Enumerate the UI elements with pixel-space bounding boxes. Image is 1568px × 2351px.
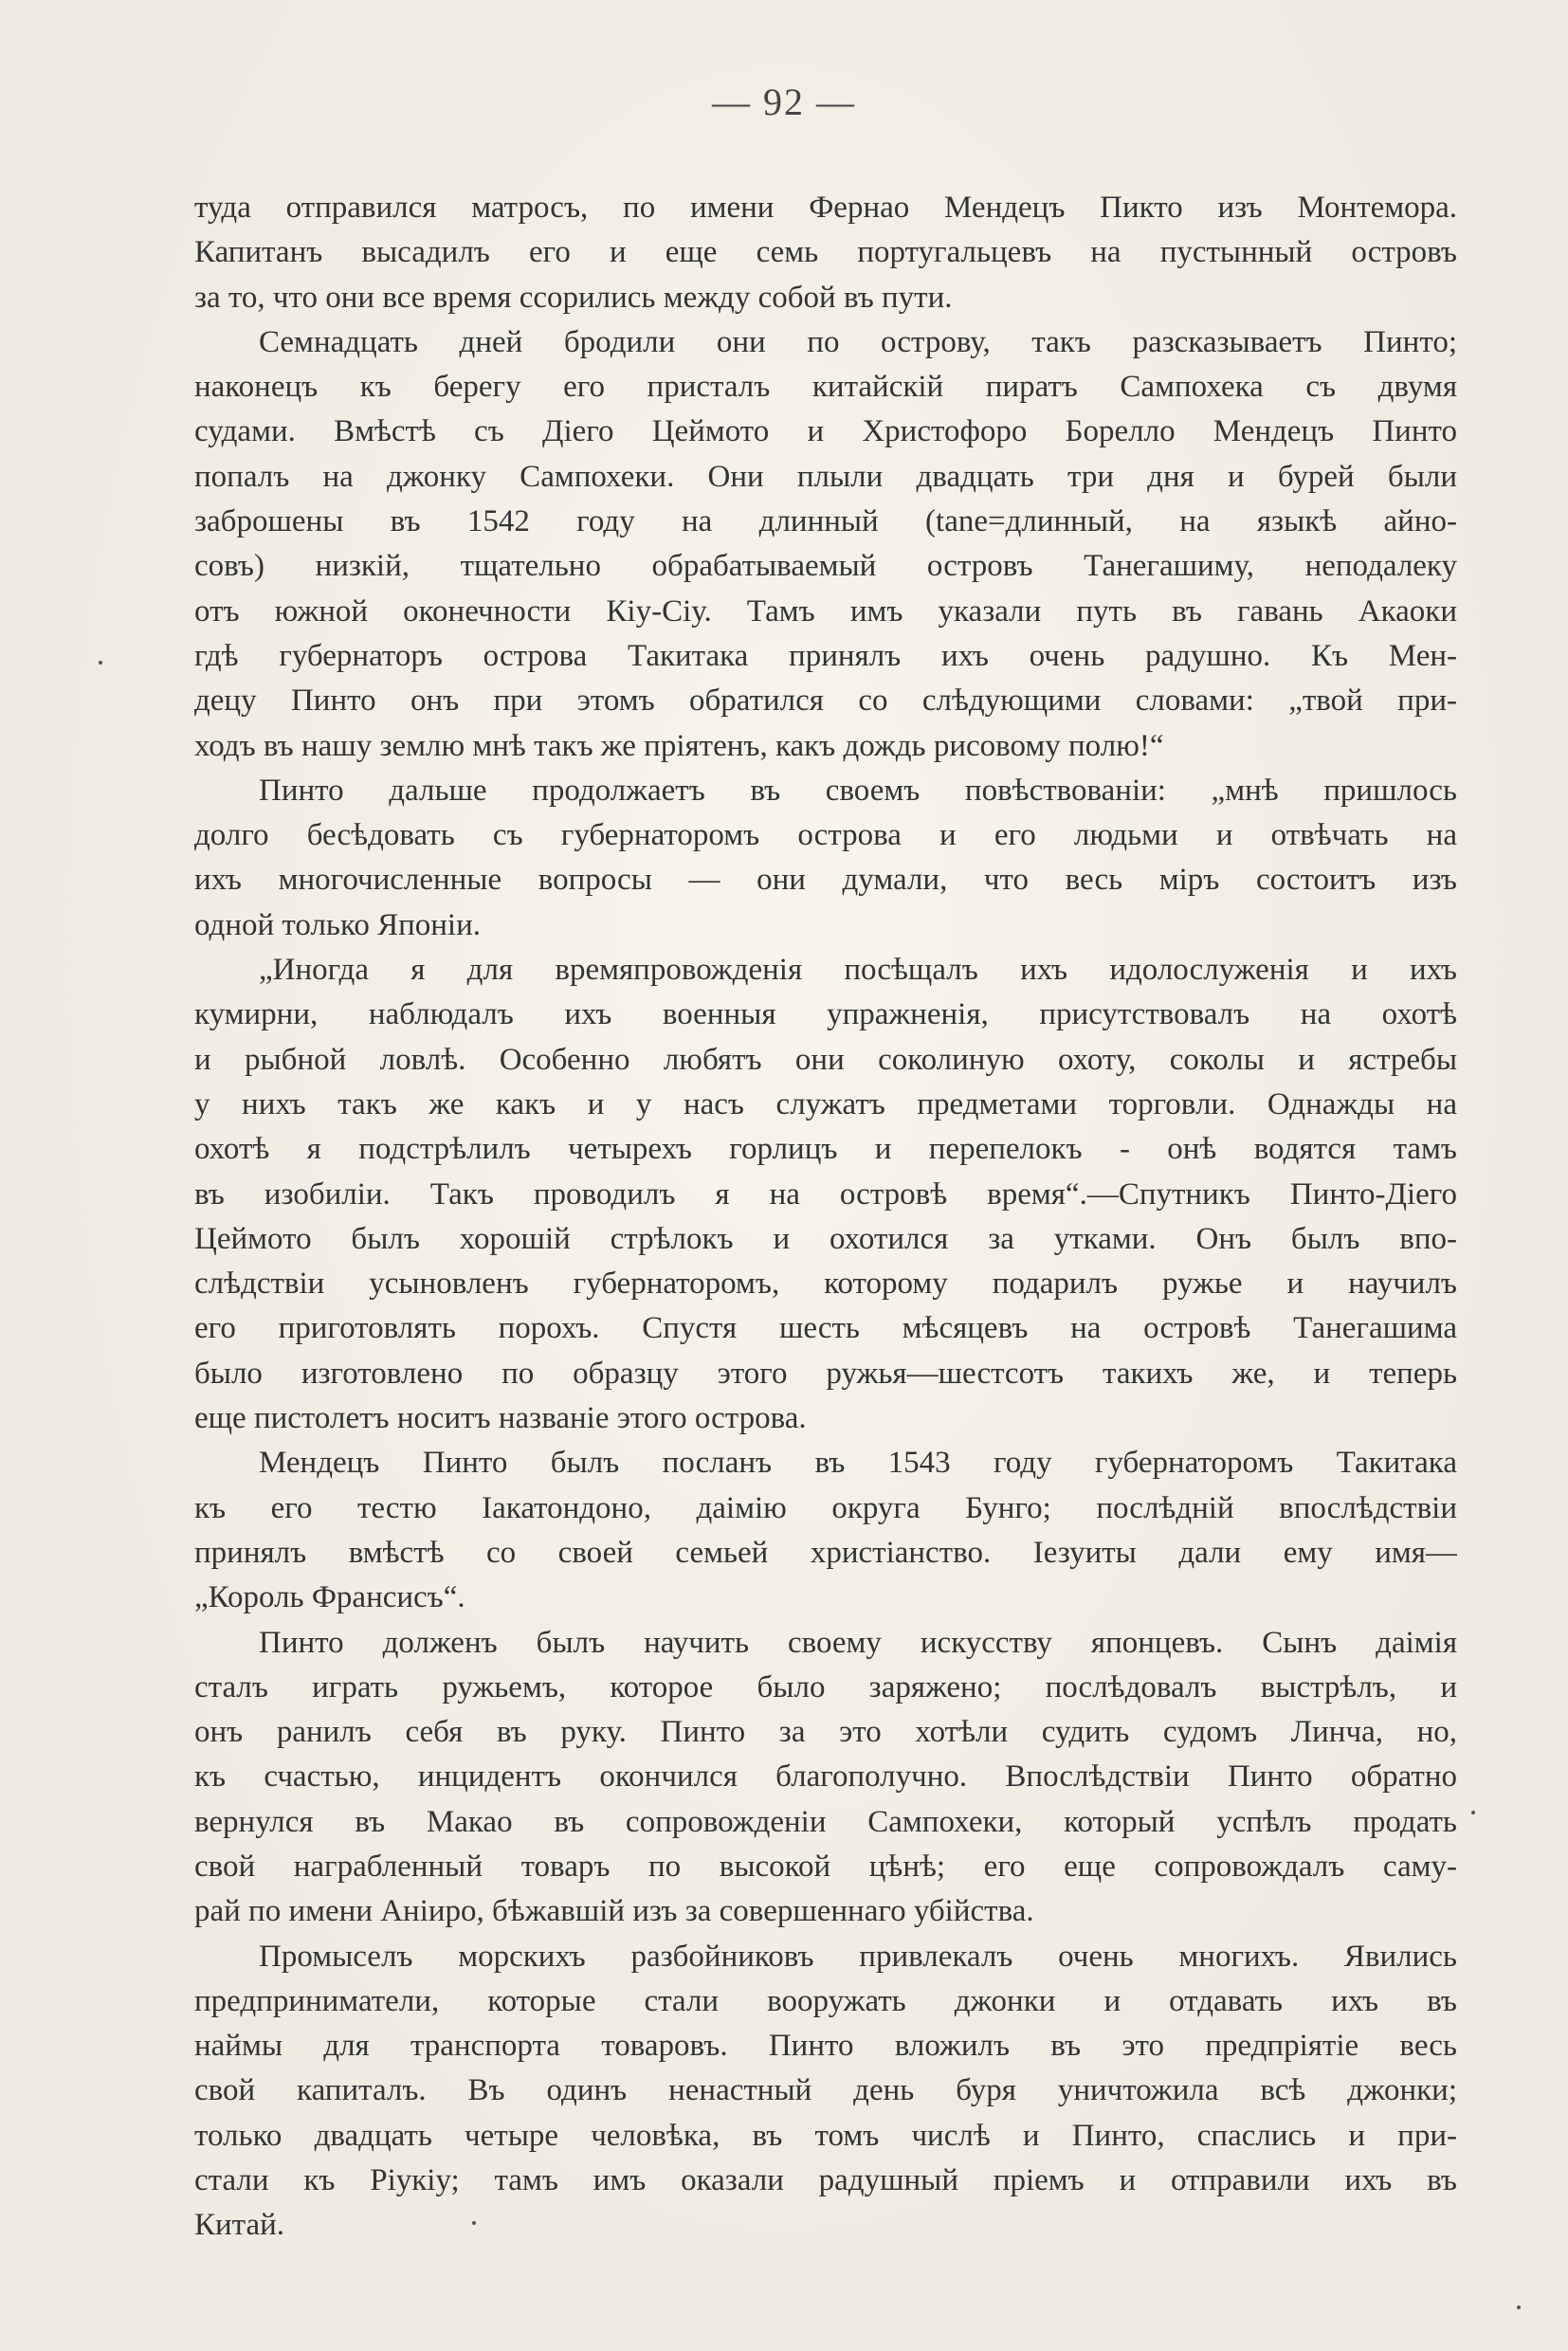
text-line: долго бесѣдовать съ губернаторомъ острова и его людьми и отвѣчать на	[194, 818, 1457, 853]
paragraph-start-line: „Иногда я для времяпровожденія посѣщалъ ихъ идолослуженія и ихъ	[259, 953, 1457, 988]
paragraph-start-line: Пинто дальше продолжаетъ въ своемъ повѣствованіи: „мнѣ пришлось	[259, 773, 1457, 808]
text-line: попалъ на джонку Сампохеки. Они плыли двадцать три дня и бурей были	[194, 459, 1457, 494]
text-line: свой капиталъ. Въ одинъ ненастный день буря уничтожила всѣ джонки;	[194, 2073, 1457, 2108]
text-line: предприниматели, которые стали вооружать джонки и отдавать ихъ въ	[194, 1983, 1457, 2018]
text-line: еще пистолетъ носитъ названіе этого острова.	[194, 1401, 807, 1436]
text-line: свой награбленный товаръ по высокой цѣнѣ; его еще сопровождалъ саму-	[194, 1849, 1457, 1884]
text-line: было изготовлено по образцу этого ружья—шестсотъ такихъ же, и теперь	[194, 1356, 1457, 1391]
text-line: децу Пинто онъ при этомъ обратился со слѣдующими словами: „твой при-	[194, 683, 1457, 719]
text-line: его приготовлять порохъ. Спустя шесть мѣсяцевъ на островѣ Танегашима	[194, 1311, 1457, 1346]
text-line: только двадцать четыре человѣка, въ томъ числѣ и Пинто, спаслись и при-	[194, 2118, 1457, 2153]
page-number: — 92 —	[712, 81, 856, 123]
paper-speck	[99, 661, 102, 665]
text-line: въ изобиліи. Такъ проводилъ я на островѣ время“.—Спутникъ Пинто-Діего	[194, 1176, 1457, 1212]
text-line: онъ ранилъ себя въ руку. Пинто за это хотѣли судить судомъ Линча, но,	[194, 1715, 1457, 1750]
text-line: наконецъ къ берегу его присталъ китайскій пиратъ Сампохека съ двумя	[194, 370, 1457, 405]
text-line: заброшены въ 1542 году на длинный (tane=длинный, на языкѣ айно-	[194, 504, 1457, 539]
text-line: Китай.	[194, 2208, 285, 2243]
text-line: и рыбной ловлѣ. Особенно любятъ они соколиную охоту, соколы и ястребы	[194, 1042, 1457, 1077]
text-line: у нихъ такъ же какъ и у насъ служатъ предметами торговли. Однажды на	[194, 1086, 1457, 1121]
body-text	[194, 186, 1457, 2249]
paragraph-start-line: Семнадцать дней бродили они по острову, такъ разсказываетъ Пинто;	[259, 324, 1457, 359]
text-line: слѣдствіи усыновленъ губернаторомъ, которому подарилъ ружье и научилъ	[194, 1267, 1457, 1302]
text-line: за то, что они все время ссорились между собой въ пути.	[194, 280, 953, 315]
paper-speck	[1517, 2305, 1521, 2309]
text-line: туда отправился матросъ, по имени Фернао Мендецъ Пикто изъ Монтемора.	[194, 191, 1457, 225]
text-line: вернулся въ Макао въ сопровожденіи Сампохеки, который успѣлъ продать	[194, 1804, 1457, 1839]
text-line: къ его тестю Іакатондоно, даімію округа Бунго; послѣдній впослѣдствіи	[194, 1490, 1457, 1525]
text-line: ихъ многочисленные вопросы — они думали, что весь міръ состоитъ изъ	[194, 863, 1457, 898]
text-line: отъ южной оконечности Кіу-Сіу. Тамъ имъ указали путь въ гавань Акаоки	[194, 593, 1457, 629]
text-line: сталъ играть ружьемъ, которое было заряжено; послѣдовалъ выстрѣлъ, и	[194, 1669, 1457, 1704]
text-line: Капитанъ высадилъ его и еще семь португальцевъ на пустынный островъ	[194, 235, 1457, 270]
text-line: судами. Вмѣстѣ съ Діего Цеймото и Христофоро Борелло Мендецъ Пинто	[194, 414, 1457, 449]
text-line: кумирни, наблюдалъ ихъ военныя упражненія, присутствовалъ на охотѣ	[194, 997, 1457, 1032]
text-line: совъ) низкій, тщательно обрабатываемый островъ Танегашиму, неподалеку	[194, 549, 1457, 584]
paragraph-start-line: Мендецъ Пинто былъ посланъ въ 1543 году губернаторомъ Такитака	[259, 1446, 1457, 1481]
paper-speck	[1471, 1811, 1475, 1814]
paragraph-start-line: Промыселъ морскихъ разбойниковъ привлекалъ очень многихъ. Явились	[259, 1939, 1457, 1974]
text-line: къ счастью, инцидентъ окончился благополучно. Впослѣдствіи Пинто обратно	[194, 1759, 1457, 1795]
text-line: гдѣ губернаторъ острова Такитака принялъ ихъ очень радушно. Къ Мен-	[194, 638, 1457, 673]
paragraph-start-line: Пинто долженъ былъ научить своему искусству японцевъ. Сынъ даімія	[259, 1625, 1457, 1660]
text-line: ходъ въ нашу землю мнѣ такъ же пріятенъ, какъ дождь рисовому полю!“	[194, 728, 1164, 763]
text-line: принялъ вмѣстѣ со своей семьей христіанство. Іезуиты дали ему имя—	[194, 1535, 1457, 1570]
text-line: „Король Франсисъ“.	[194, 1580, 465, 1615]
text-line: Цеймото былъ хорошій стрѣлокъ и охотился за утками. Онъ былъ впо-	[194, 1221, 1457, 1256]
text-line: одной только Японіи.	[194, 907, 481, 942]
paper-speck	[472, 2221, 476, 2225]
text-line: рай по имени Аніиро, бѣжавшій изъ за совершеннаго убійства.	[194, 1894, 1034, 1929]
text-line: охотѣ я подстрѣлилъ четырехъ горлицъ и перепелокъ - онѣ водятся тамъ	[194, 1132, 1457, 1167]
text-line: стали къ Ріукіу; тамъ имъ оказали радушный пріемъ и отправили ихъ въ	[194, 2163, 1457, 2198]
text-line: наймы для транспорта товаровъ. Пинто вложилъ въ это предпріятіе весь	[194, 2029, 1457, 2064]
